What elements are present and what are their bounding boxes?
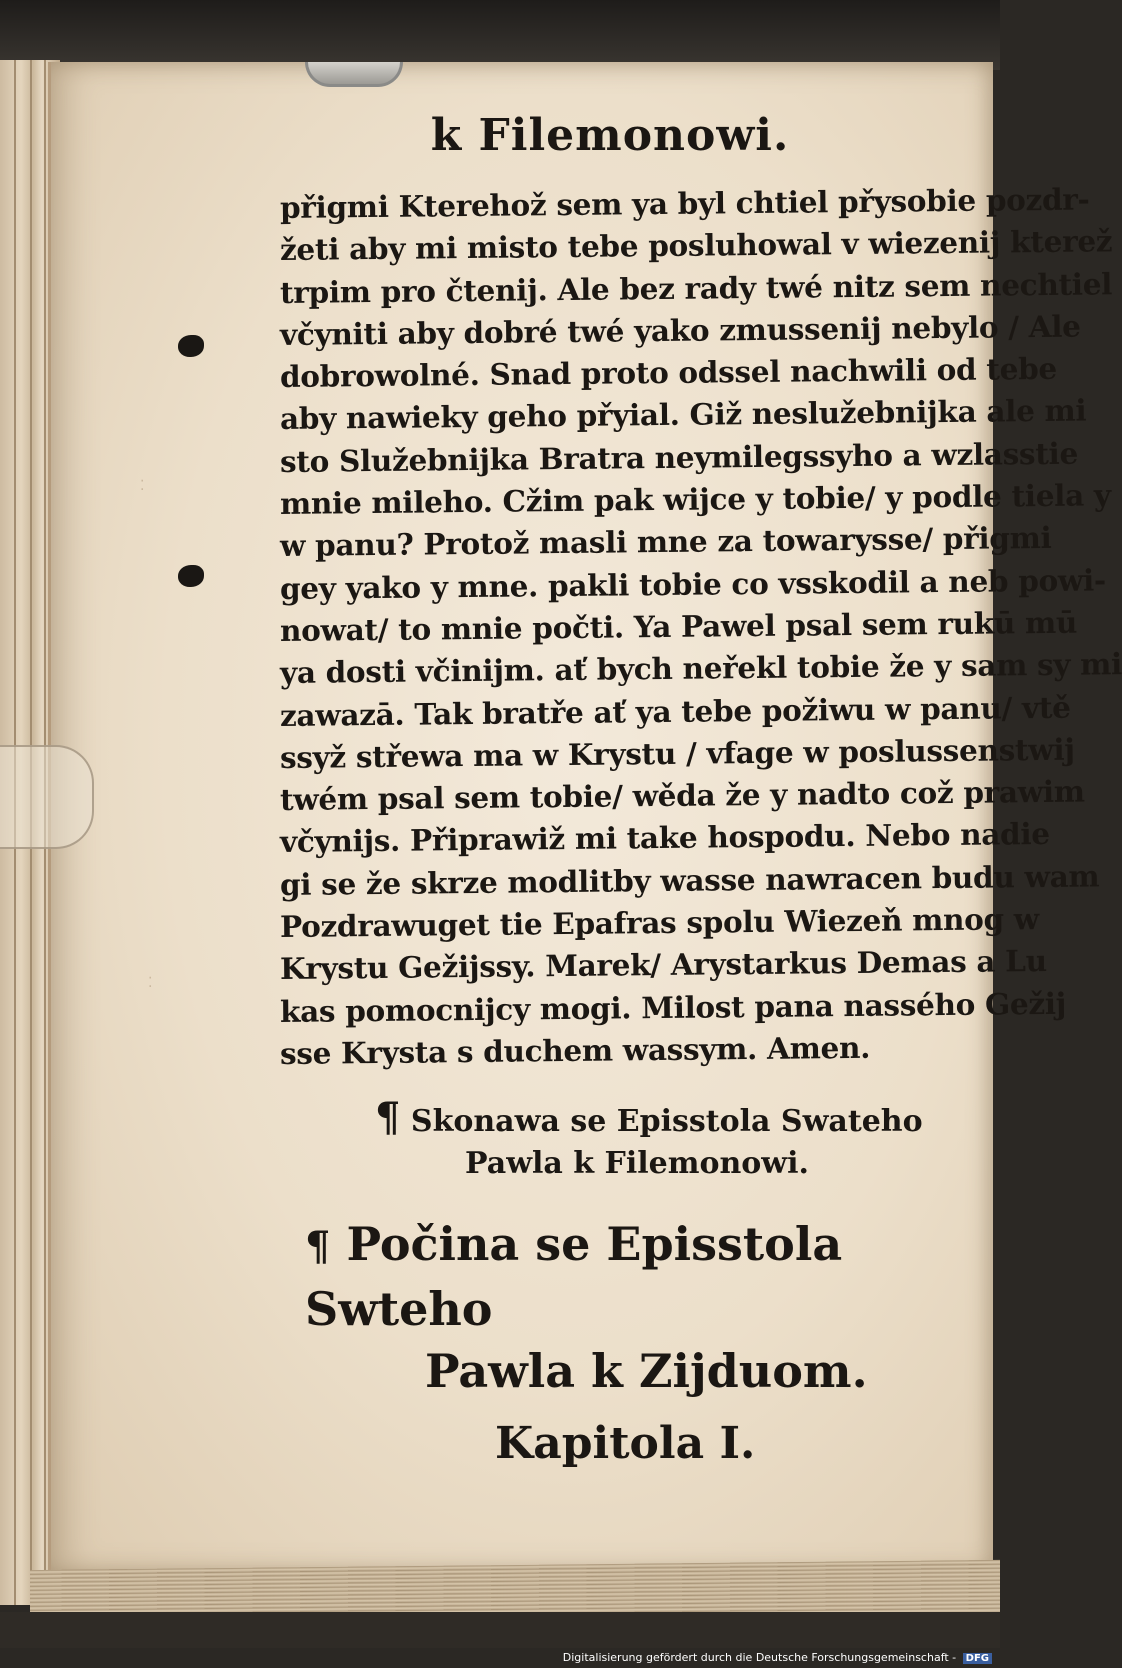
body-text xyxy=(279,181,1122,1075)
epistle-heading xyxy=(280,1213,960,1402)
text-line: twém psal sem tobie/ wěda že y nadto což prawim xyxy=(279,773,1085,818)
running-head: k Filemonowi. xyxy=(430,110,790,161)
closing-line: Skonawa se Episstola Swateho xyxy=(410,1104,923,1140)
text-line: zawazā. Tak bratře ať ya tebe požiwu w panu/ vtě xyxy=(279,689,1071,733)
closing-line: Pawla k Filemonowi. xyxy=(465,1146,809,1182)
text-line: ya dosti včinijm. ať bych neřekl tobie že y sam sy mi xyxy=(279,646,1122,691)
margin-ink-mark xyxy=(178,565,204,587)
text-line: dobrowolné. Snad proto odssel nachwili od tebe xyxy=(279,351,1058,395)
text-line: sto Služebnijka Bratra neymilegssyho a wzlasstie xyxy=(279,435,1079,479)
heading-line: Pawla k Zijduom. xyxy=(425,1344,868,1399)
chapter-heading: Kapitola I. xyxy=(495,1418,756,1470)
metal-clasp xyxy=(305,62,403,87)
digitization-credit xyxy=(563,1651,992,1664)
margin-ink-mark xyxy=(178,335,204,357)
text-line: w panu? Protož masli mne za towarysse/ přigmi xyxy=(279,520,1052,564)
text-line: trpim pro čtenij. Ale bez rady twé nitz sem nechtiel xyxy=(279,265,1113,310)
text-line: aby nawieky geho přyial. Giž neslužebnijka ale mi xyxy=(279,393,1087,437)
text-line: ssyž střewa ma w Krystu / vfage w poslussenstwij xyxy=(279,731,1075,775)
heading-line: Počina se Episstola Swteho xyxy=(305,1217,843,1337)
text-line: Pozdrawuget tie Epafras spolu Wiezeň mnog w xyxy=(279,901,1040,945)
text-line: gi se že skrze modlitby wasse nawracen budu wam xyxy=(279,858,1100,902)
pilcrow-icon: ¶ xyxy=(305,1223,331,1271)
dfg-logo: DFG xyxy=(963,1653,992,1664)
text-line: gey yako y mne. pakli tobie co vsskodil a neb powi- xyxy=(279,562,1107,606)
page-text xyxy=(279,110,1122,1470)
text-line: nowat/ to mnie počti. Ya Pawel psal sem rukū mū xyxy=(279,604,1078,648)
pilcrow-icon: ¶ xyxy=(375,1094,401,1142)
text-line: včynijs. Připrawiž mi take hospodu. Nebo nadie xyxy=(279,816,1050,860)
scan-top-edge xyxy=(0,0,1000,70)
text-line: včyniti aby dobré twé yako zmussenij nebylo / Ale xyxy=(279,308,1081,352)
margin-smudge: ⁚ xyxy=(148,975,153,991)
scan-bottom-edge xyxy=(0,1612,1000,1648)
text-line: sse Krysta s duchem wassym. Amen. xyxy=(279,1029,871,1071)
closing-rubric xyxy=(280,1094,960,1185)
text-line: mnie mileho. Cžim pak wijce y tobie/ y podle tiela y xyxy=(279,477,1111,522)
page-clip xyxy=(0,745,94,849)
text-line: Krystu Gežijssy. Marek/ Arystarkus Demas a Lu xyxy=(279,943,1047,987)
text-line: kas pomocnijcy mogi. Milost pana nassého Gežij xyxy=(279,985,1067,1029)
credit-text: Digitalisierung gefördert durch die Deutsche Forschungsgemeinschaft - xyxy=(562,1651,957,1664)
text-line: žeti aby mi misto tebe posluhowal v wiezenij kterež xyxy=(279,223,1113,268)
margin-smudge: ⁚ xyxy=(140,478,145,494)
text-line: přigmi Kterehož sem ya byl chtiel přysobie pozdr- xyxy=(279,181,1090,225)
